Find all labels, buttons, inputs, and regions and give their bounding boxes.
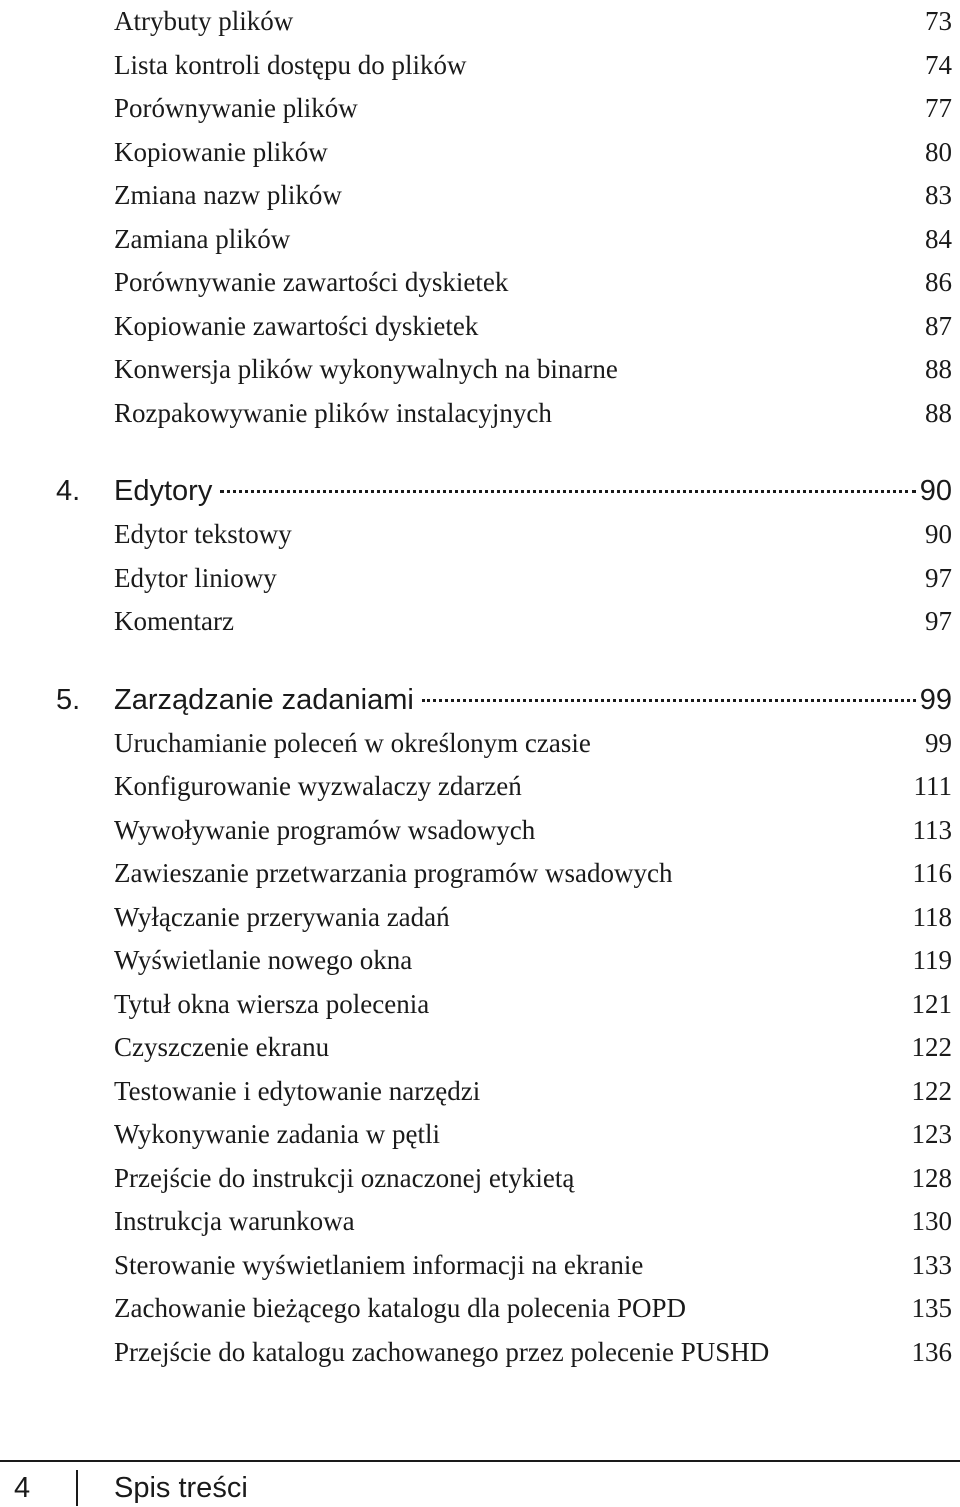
toc-entry xyxy=(114,983,952,1027)
toc-entry-title: Sterowanie wyświetlaniem informacji na ekranie xyxy=(114,1249,644,1280)
toc-entry xyxy=(114,1113,952,1157)
toc-entry-title: Testowanie i edytowanie narzędzi xyxy=(114,1075,481,1106)
page-footer xyxy=(0,1460,960,1507)
toc-entry xyxy=(114,939,952,983)
toc-section xyxy=(114,0,952,435)
toc-entry xyxy=(114,218,952,262)
footer-separator xyxy=(76,1470,78,1506)
toc-entry xyxy=(114,174,952,218)
toc-entry xyxy=(114,261,952,305)
toc-section xyxy=(56,679,952,1375)
toc-entry-title: Konwersja plików wykonywalnych na binarne xyxy=(114,354,618,384)
toc-entry-page: 87 xyxy=(925,310,952,341)
toc-entry-page: 119 xyxy=(912,945,952,975)
section-spacer xyxy=(114,435,952,470)
toc-entry-title: Wykonywanie zadania w pętli xyxy=(114,1119,441,1149)
chapter-title: Zarządzanie zadaniami xyxy=(114,683,414,716)
toc-entry-page: 97 xyxy=(925,562,952,593)
toc-entry-page: 97 xyxy=(925,606,952,636)
toc-entry xyxy=(114,1200,952,1244)
toc-entry xyxy=(114,513,952,557)
toc-entry xyxy=(114,1070,952,1114)
toc-entry-page: 77 xyxy=(925,93,952,123)
toc-section xyxy=(56,470,952,644)
toc-entry-title: Uruchamianie poleceń w określonym czasie xyxy=(114,727,591,758)
toc-entry-title: Edytor tekstowy xyxy=(114,519,292,549)
toc-entry-page: 121 xyxy=(911,988,952,1019)
section-spacer xyxy=(114,644,952,679)
toc-entry xyxy=(114,722,952,766)
toc-entry-title: Wyświetlanie nowego okna xyxy=(114,945,413,975)
toc-entry xyxy=(114,1244,952,1288)
toc-entry-page: 90 xyxy=(925,519,952,549)
toc-entry-title: Wyłączanie przerywania zadań xyxy=(114,901,450,932)
toc-entry-page: 118 xyxy=(912,901,952,932)
toc-entry-page: 88 xyxy=(925,354,952,384)
toc-entry xyxy=(114,0,952,44)
chapter-number: 5. xyxy=(56,683,81,716)
toc-entry xyxy=(114,1287,952,1331)
toc-entry xyxy=(114,87,952,131)
toc-entry-page: 84 xyxy=(925,223,952,254)
toc-entry-title: Lista kontroli dostępu do plików xyxy=(114,49,467,80)
toc-entry-page: 122 xyxy=(911,1032,952,1062)
dot-leader xyxy=(220,490,915,493)
toc-entry-title: Przejście do instrukcji oznaczonej etykietą xyxy=(114,1162,575,1193)
footer-page-number: 4 xyxy=(14,1472,31,1504)
toc-entry-title: Czyszczenie ekranu xyxy=(114,1032,330,1062)
toc-entry-page: 99 xyxy=(925,727,952,758)
toc-entry-page: 116 xyxy=(912,858,952,888)
toc-entry xyxy=(114,305,952,349)
toc-entry-title: Atrybuty plików xyxy=(114,6,294,36)
toc-entry-title: Kopiowanie plików xyxy=(114,136,328,167)
toc-entry-page: 113 xyxy=(912,814,952,845)
toc-entry xyxy=(114,765,952,809)
chapter-heading xyxy=(56,470,952,513)
toc-entry xyxy=(114,392,952,436)
chapter-page: 99 xyxy=(919,683,952,716)
toc-entry-title: Wywoływanie programów wsadowych xyxy=(114,814,536,845)
footer-rule xyxy=(0,1460,960,1462)
toc-entry-title: Rozpakowywanie plików instalacyjnych xyxy=(114,397,552,428)
toc-entry xyxy=(114,809,952,853)
footer-title: Spis treści xyxy=(114,1472,248,1504)
toc-entry-title: Zmiana nazw plików xyxy=(114,180,342,210)
toc-entry xyxy=(114,348,952,392)
chapter-heading xyxy=(56,679,952,722)
toc-entry-title: Instrukcja warunkowa xyxy=(114,1206,355,1236)
toc-entry-page: 135 xyxy=(911,1293,952,1323)
toc-entry-title: Konfigurowanie wyzwalaczy zdarzeń xyxy=(114,771,522,801)
toc-entry xyxy=(114,852,952,896)
toc-entry-page: 123 xyxy=(911,1119,952,1149)
chapter-title: Edytory xyxy=(114,475,213,507)
toc-entry-page: 136 xyxy=(911,1336,952,1367)
toc-entry-title: Kopiowanie zawartości dyskietek xyxy=(114,310,479,341)
toc-entry-title: Edytor liniowy xyxy=(114,562,277,593)
toc-entry-page: 74 xyxy=(925,49,952,80)
toc-entry-title: Zamiana plików xyxy=(114,223,291,254)
toc-entry-title: Przejście do katalogu zachowanego przez polecenie PUSHD xyxy=(114,1336,770,1367)
toc-entry xyxy=(114,557,952,601)
toc-entry-title: Porównywanie plików xyxy=(114,93,358,123)
toc-entry-page: 130 xyxy=(911,1206,952,1236)
chapter-page: 90 xyxy=(919,475,952,507)
toc-entry-page: 128 xyxy=(911,1162,952,1193)
toc-entry-page: 73 xyxy=(925,6,952,36)
chapter-number: 4. xyxy=(56,475,81,507)
toc-entry xyxy=(114,896,952,940)
toc-entry-title: Zawieszanie przetwarzania programów wsadowych xyxy=(114,858,673,888)
toc-entry xyxy=(114,1026,952,1070)
toc-entry-page: 86 xyxy=(925,267,952,297)
toc-entry-title: Zachowanie bieżącego katalogu dla polecenia POPD xyxy=(114,1293,687,1323)
toc-entry-page: 133 xyxy=(911,1249,952,1280)
toc-entry xyxy=(114,131,952,175)
toc-entry-page: 111 xyxy=(913,771,952,801)
toc-entry-page: 122 xyxy=(911,1075,952,1106)
toc-entry-title: Komentarz xyxy=(114,606,234,636)
toc-entry xyxy=(114,1331,952,1375)
dot-leader xyxy=(422,699,916,702)
table-of-contents xyxy=(56,0,952,1374)
toc-entry xyxy=(114,1157,952,1201)
toc-entry xyxy=(114,44,952,88)
toc-entry-title: Tytuł okna wiersza polecenia xyxy=(114,988,430,1019)
toc-entry-title: Porównywanie zawartości dyskietek xyxy=(114,267,509,297)
toc-entry-page: 80 xyxy=(925,136,952,167)
toc-entry-page: 88 xyxy=(925,397,952,428)
toc-entry-page: 83 xyxy=(925,180,952,210)
toc-entry xyxy=(114,600,952,644)
